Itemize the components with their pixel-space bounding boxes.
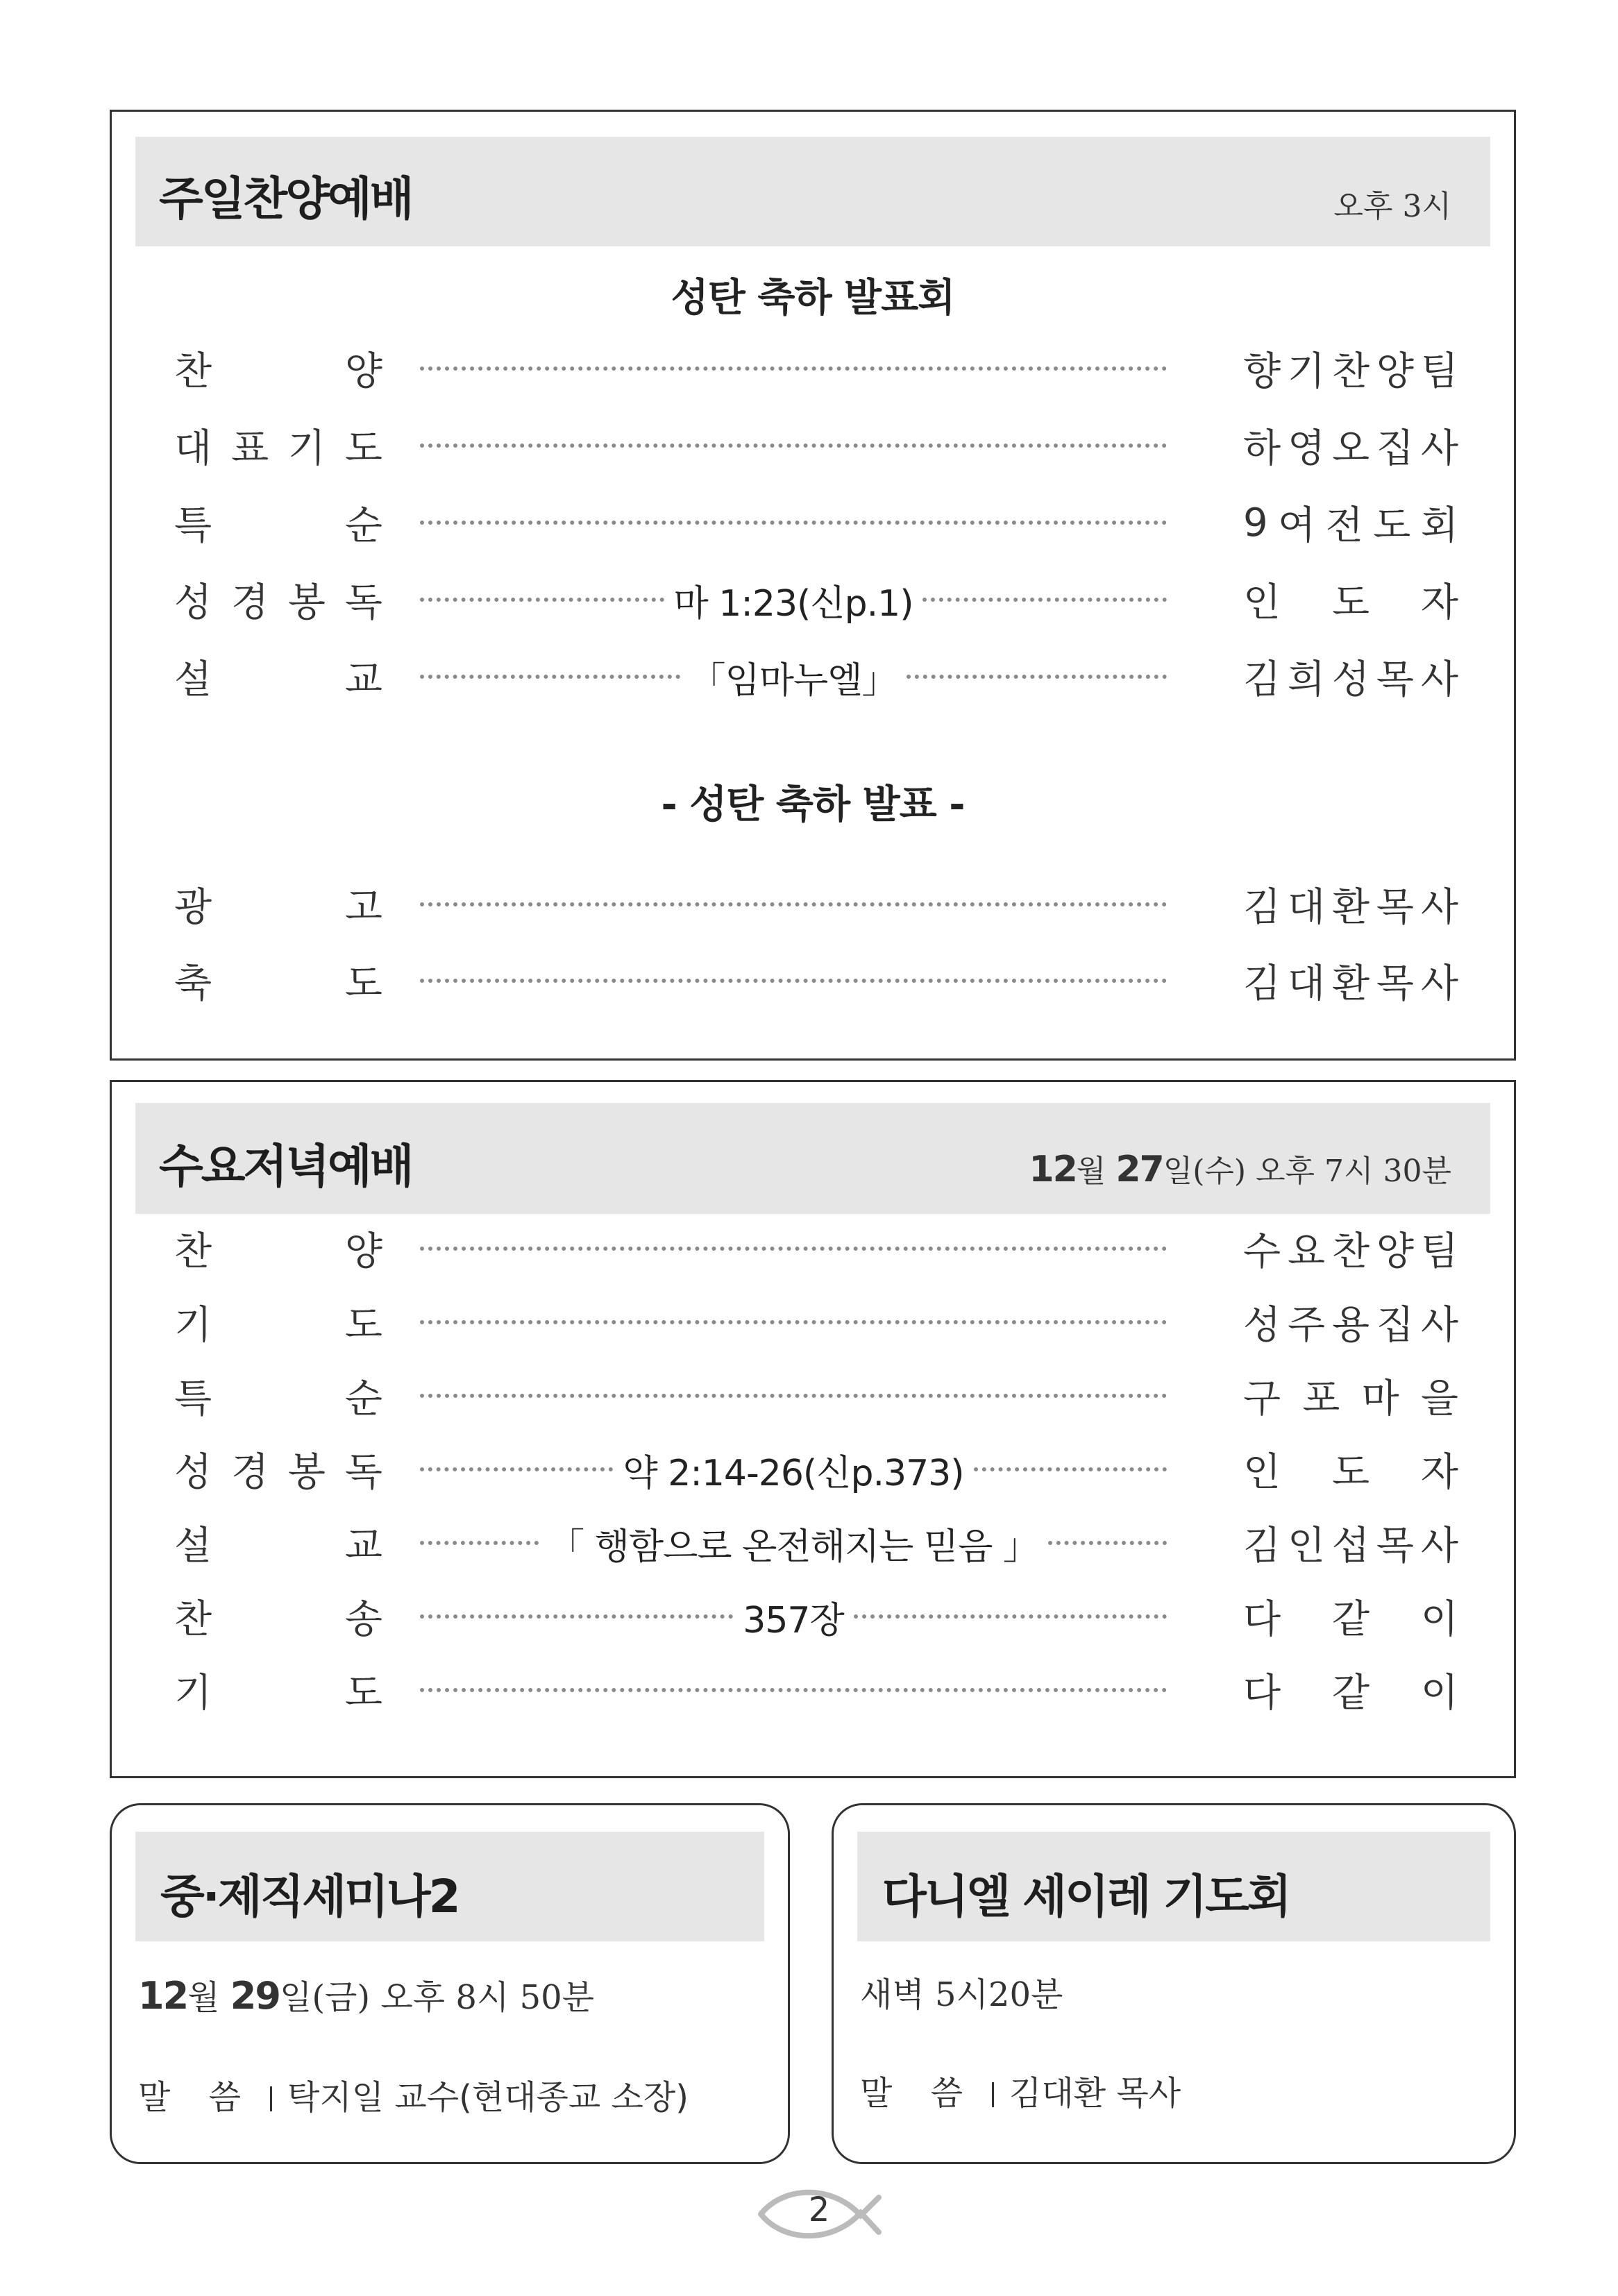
order-leader	[1243, 953, 1458, 1008]
order-leader-char: 김	[1243, 885, 1281, 930]
dotted-leader	[420, 649, 1167, 704]
order-leader-char: 김	[1243, 1523, 1281, 1569]
order-leader-char: 인	[1287, 1523, 1326, 1569]
seminar-speaker: 탁지일 교수(현대종교 소장)	[287, 2078, 689, 2117]
order-leader-char: 팀	[1420, 349, 1458, 394]
order-row	[174, 1368, 1458, 1424]
order-label-char: 광	[174, 885, 212, 930]
seminar-day-unit: 일	[279, 1978, 312, 2017]
order-leader	[1243, 877, 1458, 932]
order-label-char: 성	[174, 580, 212, 625]
order-leader-char: 인	[1243, 1450, 1281, 1495]
dotted-leader	[420, 572, 1167, 627]
order-leader-char: 사	[1420, 426, 1458, 471]
order-leader-char: 같	[1331, 1671, 1370, 1716]
order-leader-char: 찬	[1331, 349, 1370, 394]
order-label-char: 독	[344, 580, 382, 625]
order-leader-char: 김	[1243, 657, 1281, 702]
dotted-leader	[420, 1662, 1167, 1718]
order-label	[174, 649, 382, 704]
order-detail: 「 행함으로 온전해지는 믿음 」	[548, 1526, 1038, 1568]
order-leader-char: 집	[1376, 426, 1415, 471]
order-label-char: 찬	[174, 1597, 212, 1642]
wednesday-service-title: 수요저녁예배	[159, 1140, 412, 1193]
order-leader-char: 영	[1287, 426, 1326, 471]
order-leader-char: 도	[1331, 1450, 1370, 1495]
order-label-char: 설	[174, 657, 212, 702]
order-leader-char: 향	[1243, 349, 1281, 394]
order-leader-char: 목	[1376, 657, 1415, 702]
order-leader-char: 성	[1243, 1303, 1281, 1348]
seminar-title: 중·제직세미나2	[160, 1870, 459, 1923]
order-leader-char: 환	[1331, 961, 1370, 1006]
order-leader-char: 을	[1420, 1376, 1458, 1421]
order-leader	[1243, 1294, 1458, 1350]
sunday-service-time: 오후 3시	[1333, 189, 1451, 224]
order-leader-char: 수	[1243, 1229, 1281, 1274]
prayer-title: 다니엘 세이레 기도회	[882, 1870, 1290, 1923]
order-leader-char: 집	[1376, 1303, 1415, 1348]
order-leader-char: 도	[1331, 580, 1370, 625]
order-label-char: 양	[344, 1229, 382, 1274]
order-leader-char: 마	[1361, 1376, 1399, 1421]
order-leader-char: 도	[1373, 503, 1411, 548]
order-label	[174, 1368, 382, 1424]
order-label-char: 고	[344, 885, 382, 930]
wednesday-time-rest: (수) 오후 7시 30분	[1193, 1154, 1451, 1189]
order-label-char: 순	[344, 1376, 382, 1421]
order-leader-char: 회	[1420, 503, 1458, 548]
order-leader-char: 9	[1243, 500, 1268, 546]
order-label	[174, 572, 382, 627]
order-leader-char: 같	[1331, 1597, 1370, 1642]
order-label-char: 설	[174, 1523, 212, 1569]
order-leader-char: 팀	[1420, 1229, 1458, 1274]
order-row	[174, 649, 1458, 704]
order-label	[174, 1662, 382, 1718]
wednesday-service-time	[1029, 1146, 1451, 1190]
order-leader-char: 주	[1287, 1303, 1326, 1348]
order-label-char: 양	[344, 349, 382, 394]
seminar-time-rest: (금) 오후 8시 50분	[312, 1978, 595, 2017]
order-leader-char: 대	[1287, 961, 1326, 1006]
order-row	[174, 877, 1458, 932]
order-leader	[1243, 418, 1458, 473]
order-leader-char: 사	[1420, 657, 1458, 702]
order-leader-char: 양	[1376, 1229, 1415, 1274]
order-detail: 357장	[743, 1599, 844, 1641]
prayer-speaker-line	[860, 2066, 1181, 2114]
order-leader-char: 사	[1420, 885, 1458, 930]
seminar-header	[135, 1832, 764, 1941]
order-label	[174, 495, 382, 550]
order-leader-char: 여	[1278, 503, 1316, 548]
dotted-leader	[420, 1221, 1167, 1276]
page-number-mark	[757, 2179, 882, 2249]
order-label-char: 경	[230, 1450, 269, 1495]
order-leader	[1243, 1221, 1458, 1276]
order-leader-char: 요	[1287, 1229, 1326, 1274]
order-leader-char: 사	[1420, 1303, 1458, 1348]
prayer-time: 새벽 5시20분	[860, 1975, 1063, 2014]
order-label-char: 대	[174, 426, 212, 471]
order-leader-char: 양	[1376, 349, 1415, 394]
seminar-box	[110, 1803, 790, 2164]
dotted-leader	[420, 1294, 1167, 1350]
order-leader-char: 섭	[1331, 1523, 1370, 1569]
order-label-char: 축	[174, 961, 212, 1006]
dotted-leader	[420, 418, 1167, 473]
order-leader-char: 환	[1331, 885, 1370, 930]
sunday-service-header	[135, 137, 1490, 246]
order-row	[174, 341, 1458, 396]
dotted-leader	[420, 1515, 1167, 1571]
order-leader-char: 목	[1376, 885, 1415, 930]
order-leader-char: 사	[1420, 1523, 1458, 1569]
order-label	[174, 953, 382, 1008]
order-detail: 마 1:23(신p.1)	[673, 582, 913, 625]
order-leader-char: 목	[1376, 1523, 1415, 1569]
dotted-leader	[420, 953, 1167, 1008]
order-leader-char: 포	[1302, 1376, 1340, 1421]
order-label-char: 독	[344, 1450, 382, 1495]
order-leader	[1243, 649, 1458, 704]
dotted-leader	[420, 1368, 1167, 1424]
order-leader-char: 다	[1243, 1597, 1281, 1642]
order-label	[174, 1589, 382, 1644]
order-leader-char: 찬	[1331, 1229, 1370, 1274]
order-label	[174, 1515, 382, 1571]
seminar-month: 12	[138, 1974, 188, 2018]
order-label	[174, 1221, 382, 1276]
order-label-char: 봉	[287, 1450, 326, 1495]
order-label-char: 경	[230, 580, 269, 625]
order-label-char: 기	[287, 426, 326, 471]
order-label-char: 찬	[174, 349, 212, 394]
order-leader-char: 용	[1331, 1303, 1370, 1348]
order-row	[174, 1294, 1458, 1350]
order-leader-char: 성	[1331, 657, 1370, 702]
wednesday-month: 12	[1029, 1149, 1077, 1190]
wednesday-service-header	[135, 1103, 1490, 1214]
page-number: 2	[808, 2191, 830, 2229]
order-leader-char: 이	[1420, 1671, 1458, 1716]
seminar-speaker-label: 말 씀	[138, 2078, 255, 2117]
order-label	[174, 418, 382, 473]
order-leader-char: 기	[1287, 349, 1326, 394]
order-leader	[1243, 341, 1458, 396]
order-label-char: 도	[344, 426, 382, 471]
order-label-char: 교	[344, 657, 382, 702]
dotted-leader	[420, 495, 1167, 550]
order-row	[174, 1515, 1458, 1571]
order-label-char: 기	[174, 1303, 212, 1348]
order-label-char: 순	[344, 503, 382, 548]
order-leader	[1243, 1442, 1458, 1497]
order-label	[174, 341, 382, 396]
order-row	[174, 495, 1458, 550]
order-leader-char: 희	[1287, 657, 1326, 702]
order-label-char: 도	[344, 1303, 382, 1348]
order-leader-char: 구	[1243, 1376, 1281, 1421]
prayer-speaker-label: 말 씀	[860, 2074, 977, 2113]
order-label-char: 교	[344, 1523, 382, 1569]
sunday-service-title: 주일찬양예배	[159, 172, 412, 226]
order-label-char: 도	[344, 1671, 382, 1716]
sunday-service-box	[110, 110, 1516, 1061]
order-row	[174, 1589, 1458, 1644]
order-row	[174, 418, 1458, 473]
order-label-char: 도	[344, 961, 382, 1006]
dotted-leader	[420, 877, 1167, 932]
order-label-char: 봉	[287, 580, 326, 625]
dotted-leader	[420, 1442, 1167, 1497]
order-leader	[1243, 1589, 1458, 1644]
order-label-char: 찬	[174, 1229, 212, 1274]
order-row	[174, 1662, 1458, 1718]
order-leader	[1243, 1368, 1458, 1424]
order-label-char: 송	[344, 1597, 382, 1642]
order-label-char: 기	[174, 1671, 212, 1716]
day-unit: 일	[1163, 1154, 1193, 1189]
order-leader-char: 자	[1420, 580, 1458, 625]
order-label	[174, 1294, 382, 1350]
order-leader-char: 대	[1287, 885, 1326, 930]
wednesday-service-box	[110, 1080, 1516, 1778]
seminar-datetime	[138, 1970, 594, 2018]
month-unit: 월	[1076, 1154, 1106, 1189]
order-label-char: 특	[174, 503, 212, 548]
order-leader	[1243, 495, 1458, 550]
order-label-char: 특	[174, 1376, 212, 1421]
order-leader-char: 김	[1243, 961, 1281, 1006]
prayer-box	[832, 1803, 1516, 2164]
order-leader-char: 사	[1420, 961, 1458, 1006]
order-leader-char: 오	[1331, 426, 1370, 471]
separator	[270, 2086, 272, 2111]
prayer-speaker: 김대환 목사	[1009, 2074, 1181, 2113]
order-leader-char: 인	[1243, 580, 1281, 625]
order-leader-char: 목	[1376, 961, 1415, 1006]
dotted-leader	[420, 1589, 1167, 1644]
seminar-day: 29	[230, 1974, 280, 2018]
order-leader	[1243, 1515, 1458, 1571]
order-label	[174, 1442, 382, 1497]
sunday-service-middle-note: - 성탄 축하 발표 -	[661, 782, 965, 827]
order-label-char: 표	[230, 426, 269, 471]
prayer-header	[857, 1832, 1490, 1941]
order-row	[174, 1221, 1458, 1276]
order-leader-char: 이	[1420, 1597, 1458, 1642]
order-label	[174, 877, 382, 932]
order-leader	[1243, 572, 1458, 627]
wednesday-day: 27	[1115, 1149, 1163, 1190]
order-detail: 약 2:14-26(신p.373)	[623, 1452, 964, 1494]
order-detail: 「임마누엘」	[689, 659, 898, 702]
order-leader-char: 전	[1325, 503, 1363, 548]
seminar-month-unit: 월	[187, 1978, 220, 2017]
separator	[992, 2082, 994, 2107]
order-row	[174, 953, 1458, 1008]
order-leader-char: 다	[1243, 1671, 1281, 1716]
seminar-speaker-line	[138, 2070, 689, 2118]
order-leader	[1243, 1662, 1458, 1718]
order-row	[174, 1442, 1458, 1497]
order-leader-char: 하	[1243, 426, 1281, 471]
order-label-char: 성	[174, 1450, 212, 1495]
sunday-service-subtitle: 성탄 축하 발표회	[671, 276, 955, 321]
order-leader-char: 자	[1420, 1450, 1458, 1495]
order-row	[174, 572, 1458, 627]
dotted-leader	[420, 341, 1167, 396]
